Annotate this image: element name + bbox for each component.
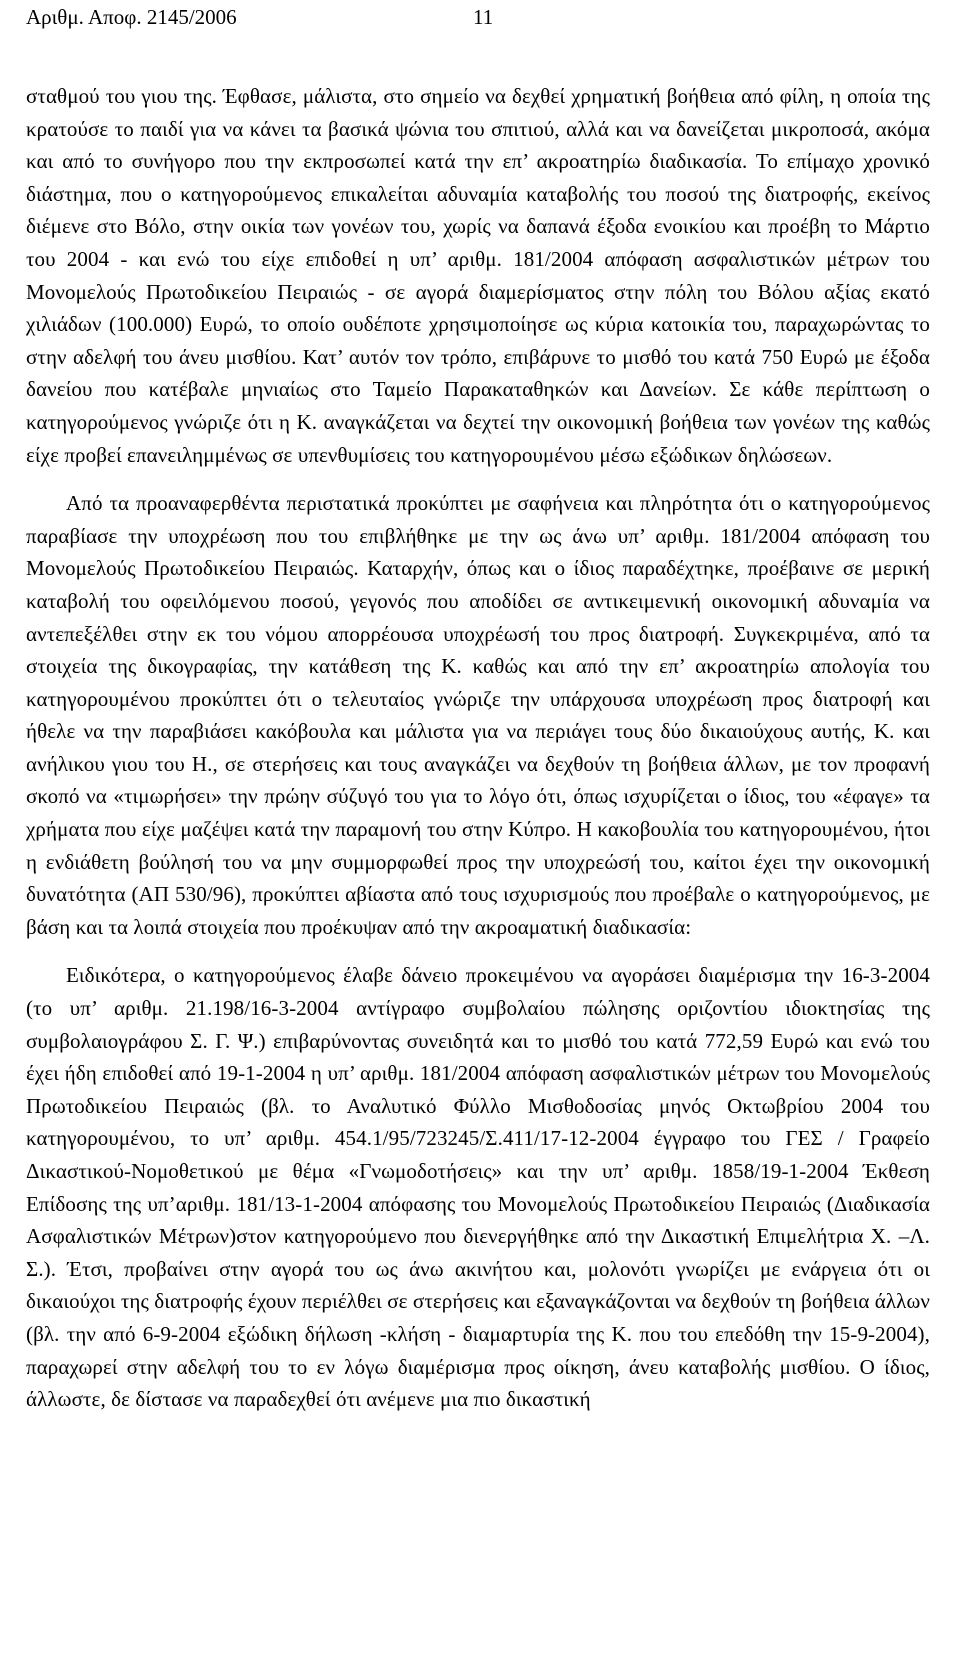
page-number: 11: [473, 5, 494, 29]
decision-reference: Αριθμ. Αποφ. 2145/2006: [26, 5, 237, 29]
paragraph-2: Από τα προαναφερθέντα περιστατικά προκύπτει με σαφήνεια και πληρότητα ότι ο κατηγορούμενος παραβίασε την υποχρέωση που του επιβλήθηκε με την ως άνω υπ’ αριθμ. 181/2004 απόφαση του Μονομελούς Πρωτοδικείου Πειραιώς. Καταρχήν, όπως και ο ίδιος παραδέχτηκε, προέβαινε σε μερική καταβολή του οφειλόμενου ποσού, γεγονός που αποδίδει σε αντικειμενική οικονομική αδυναμία να αντεπεξέλθει στην εκ του νόμου απορρέουσα υποχρέωσή του προς διατροφή. Συγκεκριμένα, από τα στοιχεία της δικογραφίας, την κατάθεση της Κ. καθώς και από την επ’ ακροατηρίω απολογία του κατηγορουμένου προκύπτει ότι ο τελευταίος γνώριζε την υπάρχουσα υποχρέωση προς διατροφή και ήθελε να την παραβιάσει κακόβουλα και μάλιστα για να περιάγει τους δύο δικαιούχους αυτής, Κ. και ανήλικου γιου του Η., σε στερήσεις και τους αναγκάζει να δεχθούν τη βοήθεια άλλων, με τον προφανή σκοπό να «τιμωρήσει» την πρώην σύζυγό του για το λόγο ότι, όπως ισχυρίζεται ο ίδιος, του «έφαγε» τα χρήματα που είχε μαζέψει κατά την παραμονή του στην Κύπρο. Η κακοβουλία του κατηγορουμένου, ήτοι η ενδιάθετη βούλησή του να μην συμμορφωθεί προς την υποχρεώσή του, καίτοι έχει την οικονομική δυνατότητα (ΑΠ 530/96), προκύπτει αβίαστα από τους ισχυρισμούς που προέβαλε ο κατηγορούμενος, με βάση και τα λοιπά στοιχεία που προέκυψαν από την ακροαματική διαδικασία:: [26, 491, 930, 939]
paragraph-1: σταθμού του γιου της. Έφθασε, μάλιστα, στο σημείο να δεχθεί χρηματική βοήθεια από φίλη, η οποία της κρατούσε το παιδί για να κάνει τα βασικά ψώνια του σπιτιού, αλλά και να δανείζεται μικροποσά, ακόμα και από το συνήγορο που την εκπροσωπεί κατά την επ’ ακροατηρίω διαδικασία. Το επίμαχο χρονικό διάστημα, που ο κατηγορούμενος επικαλείται αδυναμία καταβολής του ποσού της διατροφής, εκείνος διέμενε στο Βόλο, στην οικία των γονέων του, χωρίς να δαπανά έξοδα ενοικίου και προέβη το Μάρτιο του 2004 - και ενώ του είχε επιδοθεί η υπ’ αριθμ. 181/2004 απόφαση ασφαλιστικών μέτρων του Μονομελούς Πρωτοδικείου Πειραιώς - σε αγορά διαμερίσματος στην πόλη του Βόλου αξίας εκατό χιλιάδων (100.000) Ευρώ, το οποίο ουδέποτε χρησιμοποίησε ως κύρια κατοικία του, παραχωρώντας το στην αδελφή του άνευ μισθίου. Κατ’ αυτόν τον τρόπο, επιβάρυνε το μισθό του κατά 750 Ευρώ με έξοδα δανείου που κατέβαλε μηνιαίως στο Ταμείο Παρακαταθηκών και Δανείων. Σε κάθε περίπτωση ο κατηγορούμενος γνώριζε ότι η Κ. αναγκάζεται να δεχτεί την οικονομική βοήθεια των γονέων της καθώς είχε προβεί επανειλημμένως σε υπενθυμίσεις του κατηγορουμένου μέσω εξώδικων δηλώσεων.: [26, 84, 930, 467]
document-body: [26, 80, 930, 1416]
page-header: [26, 2, 926, 32]
paragraph-3: Ειδικότερα, ο κατηγορούμενος έλαβε δάνειο προκειμένου να αγοράσει διαμέρισμα την 16-3-2004 (το υπ’ αριθμ. 21.198/16-3-2004 αντίγραφο συμβολαίου πώλησης οριζοντίου ιδιοκτησίας της συμβολαιογράφου Σ. Γ. Ψ.) επιβαρύνοντας συνειδητά και το μισθό του κατά 772,59 Ευρώ και ενώ του έχει ήδη επιδοθεί από 19-1-2004 η υπ’ αριθμ. 181/2004 απόφαση ασφαλιστικών μέτρων του Μονομελούς Πρωτοδικείου Πειραιώς (βλ. το Αναλυτικό Φύλλο Μισθοδοσίας μηνός Οκτωβρίου 2004 του κατηγορουμένου, το υπ’ αριθμ. 454.1/95/723245/Σ.411/17-12-2004 έγγραφο του ΓΕΣ / Γραφείο Δικαστικού-Νομοθετικού με θέμα «Γνωμοδοτήσεις» και την υπ’ αριθμ. 1858/19-1-2004 Έκθεση Επίδοσης της υπ’αριθμ. 181/13-1-2004 απόφασης του Μονομελούς Πρωτοδικείου Πειραιώς (Διαδικασία Ασφαλιστικών Μέτρων)στον κατηγορούμενο που διενεργήθηκε από την Δικαστική Επιμελήτρια Χ. –Λ. Σ.). Έτσι, προβαίνει στην αγορά του ως άνω ακινήτου και, μολονότι γνωρίζει με ενάργεια ότι οι δικαιούχοι της διατροφής έχουν περιέλθει σε στερήσεις και εξαναγκάζονται να δεχθούν τη βοήθεια άλλων (βλ. την από 6-9-2004 εξώδικη δήλωση -κλήση - διαμαρτυρία της Κ. που του επεδόθη την 15-9-2004), παραχωρεί στην αδελφή του το εν λόγω διαμέρισμα προς οίκηση, άνευ καταβολής μισθίου. Ο ίδιος, άλλωστε, δε δίστασε να παραδεχθεί ότι ανέμενε μια πιο δικαστική: [26, 963, 930, 1412]
